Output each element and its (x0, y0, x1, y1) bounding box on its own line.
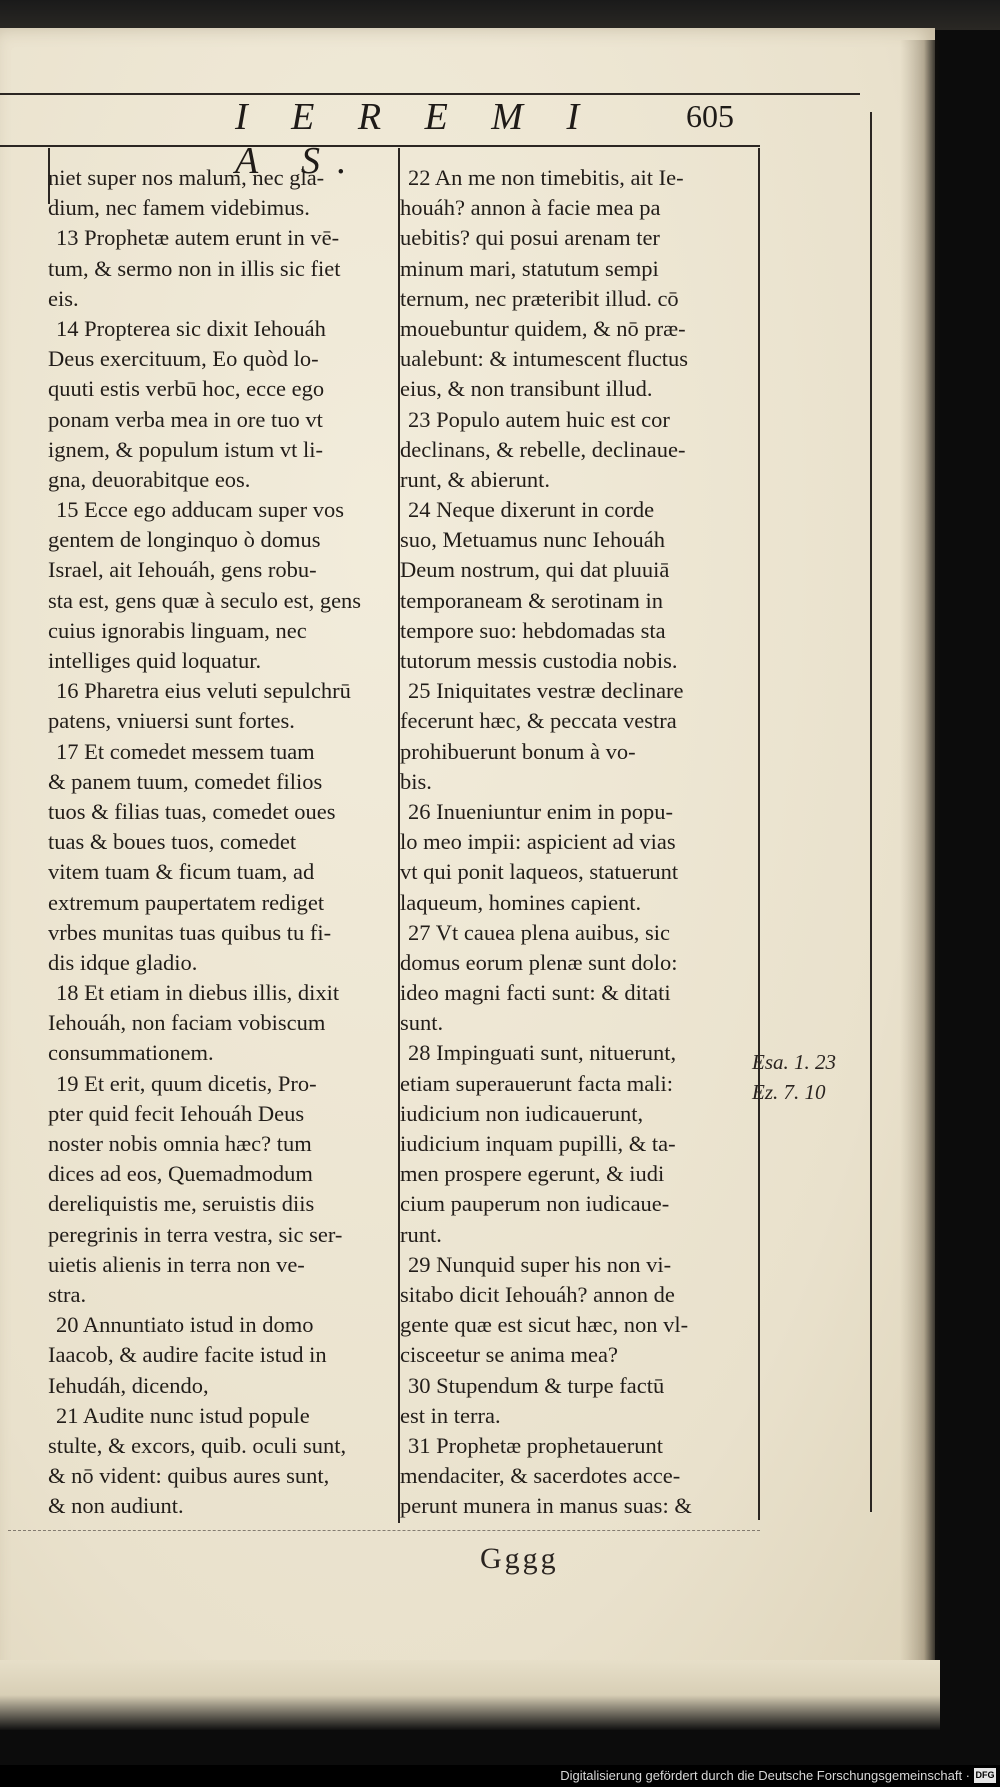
text-line: tutorum messis custodia nobis. (400, 648, 678, 673)
scan-background-top (0, 0, 1000, 30)
text-line: noster nobis omnia hæc? tum (48, 1131, 312, 1156)
text-line: Iaacob, & audire facite istud in (48, 1342, 327, 1368)
text-line: Deus exercituum, Eo quòd lo- (48, 346, 319, 372)
text-line: uebitis? qui posui arenam ter (400, 225, 660, 251)
text-line: dices ad eos, Quemadmodum (48, 1161, 313, 1187)
text-line: 24 Neque dixerunt in corde (408, 497, 655, 523)
text-line: vrbes munitas tuas quibus tu fi- (48, 919, 332, 945)
text-line: iudicium non iudicauerunt, (400, 1100, 644, 1126)
text-line: peregrinis in terra vestra, sic ser- (48, 1221, 343, 1247)
text-line: 30 Stupendum & turpe factū (408, 1372, 665, 1398)
text-line: ignem, & populum istum vt li- (48, 436, 323, 462)
text-line: est in terra. (400, 1402, 501, 1428)
text-line: declinans, & rebelle, declinaue- (400, 436, 686, 462)
text-line: mendaciter, & sacerdotes acce- (400, 1463, 681, 1489)
text-line: domus eorum plenæ sunt dolo: (400, 949, 678, 975)
text-line: cium pauperum non iudicaue- (400, 1191, 670, 1217)
page-edge-shadow (900, 40, 940, 1700)
text-line: runt. (400, 1221, 442, 1247)
marginal-note: Esa. 1. 23 (752, 1050, 836, 1074)
text-line: intelliges quid loquatur. (48, 648, 262, 673)
text-line: Israel, ait Iehouáh, gens robu- (48, 557, 317, 583)
text-line: men prospere egerunt, & iudi (400, 1161, 665, 1187)
text-line: sunt. (400, 1010, 444, 1036)
header-bottom-rule (0, 145, 760, 147)
dfg-logo-icon: DFG (974, 1768, 996, 1783)
text-line: 14 Propterea sic dixit Iehouáh (56, 315, 326, 341)
text-line: gna, deuorabitque eos. (48, 466, 251, 492)
text-line: tum, & sermo non in illis sic fiet (48, 255, 341, 281)
text-line: temporaneam & serotinam in (400, 587, 664, 613)
text-line: ideo magni facti sunt: & ditati (400, 980, 671, 1006)
text-line: 26 Inueniuntur enim in popu- (408, 798, 673, 824)
text-line: mouebuntur quidem, & nō præ- (400, 315, 686, 341)
text-line: 18 Et etiam in diebus illis, dixit (56, 980, 340, 1006)
text-line: stra. (48, 1281, 87, 1307)
text-line: gente quæ est sicut hæc, non vl- (400, 1312, 689, 1338)
text-line: dereliquistis me, seruistis diis (48, 1191, 315, 1217)
text-line: gentem de longinquo ò domus (48, 527, 321, 553)
text-line: patens, vniuersi sunt fortes. (48, 708, 295, 734)
text-line: 31 Prophetæ prophetauerunt (408, 1432, 663, 1458)
text-line: runt, & abierunt. (400, 466, 550, 492)
text-line: pter quid fecit Iehouáh Deus (48, 1100, 305, 1126)
text-line: prohibuerunt bonum à vo- (400, 738, 636, 764)
text-line: vt qui ponit laqueos, statuerunt (400, 859, 679, 885)
text-line: stulte, & excors, quib. oculi sunt, (48, 1432, 347, 1458)
text-line: quuti estis verbū hoc, ecce ego (48, 376, 325, 402)
text-line: laqueum, homines capient. (400, 889, 642, 915)
text-line: 15 Ecce ego adducam super vos (56, 497, 345, 523)
text-line: dium, nec famem videbimus. (48, 195, 310, 221)
text-line: 23 Populo autem huic est cor (408, 406, 670, 432)
text-line: eius, & non transibunt illud. (400, 376, 653, 402)
outer-margin-rule (870, 112, 872, 1512)
text-line: 13 Prophetæ autem erunt in vē- (56, 225, 340, 251)
text-line: consummationem. (48, 1040, 214, 1066)
text-line: uietis alienis in terra non ve- (48, 1251, 305, 1277)
text-line: ualebunt: & intumescent fluctus (400, 346, 689, 372)
text-line: suo, Metuamus nunc Iehouáh (400, 527, 665, 553)
text-line: vitem tuam & ficum tuam, ad (48, 859, 315, 885)
page-number: 605 (686, 98, 734, 134)
text-line: & non audiunt. (48, 1493, 184, 1519)
text-line: eis. (48, 285, 79, 311)
text-line: Deum nostrum, qui dat pluuiā (400, 557, 670, 583)
text-line: perunt munera in manus suas: & (400, 1493, 692, 1519)
text-line: ponam verba mea in ore tuo vt (48, 406, 323, 432)
digitization-credit: Digitalisierung gefördert durch die Deutsche Forschungsgemeinschaft · (560, 1768, 970, 1783)
signature-mark: Gggg (480, 1542, 559, 1575)
text-line: Iehudáh, dicendo, (48, 1372, 209, 1398)
text-line: 28 Impinguati sunt, nituerunt, (408, 1040, 677, 1066)
text-line: etiam superauerunt facta mali: (400, 1070, 673, 1096)
text-line: sta est, gens quæ à seculo est, gens (48, 587, 362, 613)
text-line: 19 Et erit, quum dicetis, Pro- (56, 1070, 317, 1096)
text-line: fecerunt hæc, & peccata vestra (400, 708, 677, 734)
running-title: I E R E M I A S. (235, 96, 597, 182)
text-line: niet super nos malum, nec gla- (48, 165, 325, 190)
right-text-column (400, 163, 752, 1521)
text-line: houáh? annon à facie mea pa (400, 195, 661, 221)
text-line: cuius ignorabis linguam, nec (48, 617, 307, 643)
text-line: 20 Annuntiato istud in domo (56, 1312, 314, 1338)
text-line: 21 Audite nunc istud popule (56, 1402, 310, 1428)
text-line: 17 Et comedet messem tuam (56, 738, 315, 764)
text-line: sitabo dicit Iehouáh? annon de (400, 1281, 675, 1307)
text-line: tuas & boues tuos, comedet (48, 829, 297, 855)
text-line: 25 Iniquitates vestræ declinare (408, 678, 684, 704)
left-text-column (48, 163, 393, 1521)
text-line: extremum paupertatem rediget (48, 889, 325, 915)
text-line: cisceetur se anima mea? (400, 1342, 619, 1368)
footer-rule (8, 1530, 760, 1531)
text-line: dis idque gladio. (48, 949, 198, 975)
text-line: iudicium inquam pupilli, & ta- (400, 1131, 676, 1156)
text-line: & panem tuum, comedet filios (48, 768, 323, 794)
text-line: ternum, nec præteribit illud. cō (400, 285, 679, 311)
text-line: bis. (400, 768, 432, 794)
text-line: 22 An me non timebitis, ait Ie- (408, 165, 684, 190)
marginal-note: Ez. 7. 10 (752, 1080, 826, 1104)
text-line: & nō vident: quibus aures sunt, (48, 1463, 330, 1489)
right-column-rule (758, 148, 760, 1520)
text-line: tuos & filias tuas, comedet oues (48, 798, 336, 824)
text-line: 27 Vt cauea plena auibus, sic (408, 919, 671, 945)
page-bottom-edge (0, 1660, 940, 1730)
text-line: minum mari, statutum sempi (400, 255, 659, 281)
text-line: 16 Pharetra eius veluti sepulchrū (56, 678, 351, 704)
text-line: Iehouáh, non faciam vobiscum (48, 1010, 326, 1036)
text-line: tempore suo: hebdomadas sta (400, 617, 666, 643)
text-line: 29 Nunquid super his non vi- (408, 1251, 672, 1277)
text-line: lo meo impii: aspicient ad vias (400, 829, 676, 855)
